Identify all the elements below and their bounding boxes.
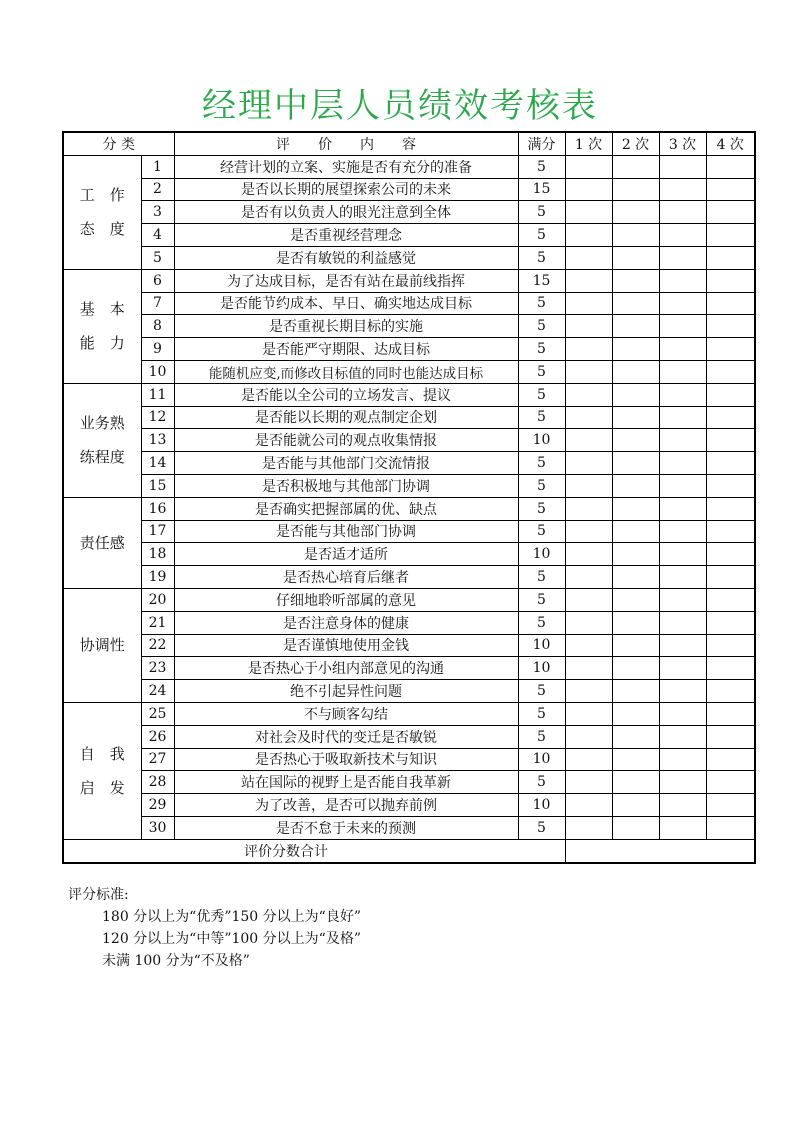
score-cell-attempt-1[interactable] — [565, 520, 612, 543]
score-cell-attempt-1[interactable] — [565, 588, 612, 611]
table-row — [63, 748, 755, 771]
item-number: 20 — [141, 588, 174, 611]
score-cell-attempt-2[interactable] — [612, 520, 659, 543]
item-number: 12 — [141, 406, 174, 429]
item-content: 是否有以负责人的眼光注意到全体 — [174, 201, 518, 224]
score-cell-attempt-2[interactable] — [612, 406, 659, 429]
item-full-score: 5 — [518, 497, 565, 520]
score-cell-attempt-4[interactable] — [706, 338, 755, 361]
score-cell-attempt-1[interactable] — [565, 816, 612, 839]
score-cell-attempt-2[interactable] — [612, 474, 659, 497]
item-number: 5 — [141, 246, 174, 269]
score-cell-attempt-3[interactable] — [659, 155, 706, 178]
score-cell-attempt-3[interactable] — [659, 657, 706, 680]
table-row — [63, 178, 755, 201]
score-cell-attempt-3[interactable] — [659, 292, 706, 315]
item-full-score: 10 — [518, 543, 565, 566]
table-row — [63, 543, 755, 566]
item-full-score: 15 — [518, 269, 565, 292]
score-cell-attempt-3[interactable] — [659, 360, 706, 383]
item-content: 是否有敏锐的利益感觉 — [174, 246, 518, 269]
score-cell-attempt-1[interactable] — [565, 611, 612, 634]
item-number: 27 — [141, 748, 174, 771]
item-content: 是否热心于小组内部意见的沟通 — [174, 657, 518, 680]
score-cell-attempt-4[interactable] — [706, 155, 755, 178]
item-number: 8 — [141, 315, 174, 338]
table-header-row — [63, 132, 755, 155]
score-cell-attempt-2[interactable] — [612, 155, 659, 178]
score-cell-attempt-3[interactable] — [659, 725, 706, 748]
item-full-score: 5 — [518, 611, 565, 634]
item-full-score: 5 — [518, 452, 565, 475]
score-cell-attempt-1[interactable] — [565, 566, 612, 589]
item-number: 13 — [141, 429, 174, 452]
score-cell-attempt-3[interactable] — [659, 338, 706, 361]
category-cell — [63, 155, 141, 269]
item-full-score: 10 — [518, 657, 565, 680]
category-label: 工 作 — [79, 186, 125, 205]
score-cell-attempt-1[interactable] — [565, 680, 612, 703]
score-cell-attempt-3[interactable] — [659, 406, 706, 429]
table-row — [63, 497, 755, 520]
item-content: 是否不怠于未来的预测 — [174, 816, 518, 839]
table-row — [63, 201, 755, 224]
score-cell-attempt-3[interactable] — [659, 224, 706, 247]
score-cell-attempt-1[interactable] — [565, 702, 612, 725]
score-cell-attempt-3[interactable] — [659, 178, 706, 201]
score-cell-attempt-3[interactable] — [659, 429, 706, 452]
score-cell-attempt-4[interactable] — [706, 748, 755, 771]
score-cell-attempt-1[interactable] — [565, 246, 612, 269]
table-row — [63, 155, 755, 178]
score-cell-attempt-4[interactable] — [706, 816, 755, 839]
score-cell-attempt-2[interactable] — [612, 315, 659, 338]
header-attempt-1: 1 次 — [565, 132, 612, 155]
category-label: 能 力 — [79, 334, 125, 353]
table-row — [63, 224, 755, 247]
category-cell — [63, 383, 141, 497]
score-cell-attempt-3[interactable] — [659, 543, 706, 566]
score-cell-attempt-2[interactable] — [612, 702, 659, 725]
score-cell-attempt-4[interactable] — [706, 406, 755, 429]
item-number: 18 — [141, 543, 174, 566]
table-row — [63, 360, 755, 383]
total-score-cell[interactable] — [565, 839, 755, 862]
header-category: 分 类 — [63, 132, 174, 155]
score-cell-attempt-1[interactable] — [565, 269, 612, 292]
item-full-score: 5 — [518, 338, 565, 361]
category-cell — [63, 269, 141, 383]
score-cell-attempt-1[interactable] — [565, 452, 612, 475]
item-number: 14 — [141, 452, 174, 475]
table-row — [63, 771, 755, 794]
item-number: 10 — [141, 360, 174, 383]
score-cell-attempt-3[interactable] — [659, 497, 706, 520]
total-row — [63, 839, 755, 862]
score-cell-attempt-2[interactable] — [612, 634, 659, 657]
score-cell-attempt-1[interactable] — [565, 771, 612, 794]
score-cell-attempt-3[interactable] — [659, 611, 706, 634]
item-number: 9 — [141, 338, 174, 361]
item-content: 经营计划的立案、实施是否有充分的准备 — [174, 155, 518, 178]
score-cell-attempt-2[interactable] — [612, 588, 659, 611]
item-full-score: 5 — [518, 224, 565, 247]
item-content: 不与顾客勾结 — [174, 702, 518, 725]
item-content: 对社会及时代的变迁是否敏锐 — [174, 725, 518, 748]
score-cell-attempt-3[interactable] — [659, 383, 706, 406]
item-full-score: 5 — [518, 246, 565, 269]
item-content: 能随机应变,而修改目标值的同时也能达成目标 — [174, 360, 518, 383]
item-full-score: 5 — [518, 725, 565, 748]
header-attempt-4: 4 次 — [706, 132, 755, 155]
category-label: 基 本 — [79, 300, 125, 319]
score-cell-attempt-1[interactable] — [565, 155, 612, 178]
score-cell-attempt-3[interactable] — [659, 816, 706, 839]
item-full-score: 5 — [518, 315, 565, 338]
table-row — [63, 246, 755, 269]
item-number: 21 — [141, 611, 174, 634]
item-full-score: 5 — [518, 771, 565, 794]
category-cell — [63, 588, 141, 702]
category-label: 启 发 — [79, 778, 125, 797]
table-row — [63, 429, 755, 452]
item-number: 1 — [141, 155, 174, 178]
score-cell-attempt-3[interactable] — [659, 680, 706, 703]
item-number: 24 — [141, 680, 174, 703]
score-cell-attempt-1[interactable] — [565, 224, 612, 247]
table-row — [63, 406, 755, 429]
item-content: 绝不引起异性问题 — [174, 680, 518, 703]
item-content: 是否能以长期的观点制定企划 — [174, 406, 518, 429]
evaluation-table — [62, 131, 756, 864]
item-content: 是否重视经营理念 — [174, 224, 518, 247]
score-cell-attempt-3[interactable] — [659, 315, 706, 338]
score-cell-attempt-1[interactable] — [565, 360, 612, 383]
header-attempt-2: 2 次 — [612, 132, 659, 155]
score-cell-attempt-3[interactable] — [659, 771, 706, 794]
header-full-score: 满分 — [518, 132, 565, 155]
category-label: 业务熟 — [79, 414, 125, 433]
category-cell — [63, 702, 141, 839]
item-content: 是否注意身体的健康 — [174, 611, 518, 634]
item-content: 是否以长期的展望探索公司的未来 — [174, 178, 518, 201]
table-row — [63, 292, 755, 315]
criteria-line: 180 分以上为“优秀”150 分以上为“良好” — [102, 909, 361, 925]
total-label: 评价分数合计 — [63, 839, 565, 862]
score-cell-attempt-3[interactable] — [659, 748, 706, 771]
score-cell-attempt-1[interactable] — [565, 383, 612, 406]
score-cell-attempt-1[interactable] — [565, 178, 612, 201]
table-row — [63, 680, 755, 703]
header-content: 评 价 内 容 — [174, 132, 518, 155]
table-row — [63, 725, 755, 748]
score-cell-attempt-2[interactable] — [612, 566, 659, 589]
item-content: 是否能节约成本、早日、确实地达成目标 — [174, 292, 518, 315]
score-cell-attempt-3[interactable] — [659, 634, 706, 657]
score-cell-attempt-3[interactable] — [659, 702, 706, 725]
score-cell-attempt-4[interactable] — [706, 702, 755, 725]
score-cell-attempt-2[interactable] — [612, 383, 659, 406]
item-content: 站在国际的视野上是否能自我革新 — [174, 771, 518, 794]
score-cell-attempt-2[interactable] — [612, 611, 659, 634]
score-cell-attempt-4[interactable] — [706, 497, 755, 520]
table-row — [63, 383, 755, 406]
score-cell-attempt-1[interactable] — [565, 794, 612, 817]
score-cell-attempt-3[interactable] — [659, 520, 706, 543]
score-cell-attempt-2[interactable] — [612, 452, 659, 475]
criteria-line: 120 分以上为“中等”100 分以上为“及格” — [102, 931, 361, 947]
item-content: 是否热心培育后继者 — [174, 566, 518, 589]
score-cell-attempt-2[interactable] — [612, 224, 659, 247]
category-label: 协调性 — [79, 636, 125, 655]
category-cell — [63, 497, 141, 588]
item-number: 17 — [141, 520, 174, 543]
item-content: 是否能与其他部门协调 — [174, 520, 518, 543]
item-full-score: 10 — [518, 429, 565, 452]
score-cell-attempt-4[interactable] — [706, 315, 755, 338]
score-cell-attempt-4[interactable] — [706, 543, 755, 566]
table-row — [63, 338, 755, 361]
item-number: 16 — [141, 497, 174, 520]
item-full-score: 5 — [518, 474, 565, 497]
score-cell-attempt-1[interactable] — [565, 429, 612, 452]
score-cell-attempt-4[interactable] — [706, 360, 755, 383]
item-full-score: 5 — [518, 292, 565, 315]
item-full-score: 5 — [518, 816, 565, 839]
table-row — [63, 315, 755, 338]
score-cell-attempt-2[interactable] — [612, 771, 659, 794]
score-cell-attempt-4[interactable] — [706, 474, 755, 497]
score-cell-attempt-2[interactable] — [612, 269, 659, 292]
score-cell-attempt-4[interactable] — [706, 680, 755, 703]
score-cell-attempt-4[interactable] — [706, 224, 755, 247]
criteria-line: 未满 100 分为“不及格” — [102, 953, 250, 969]
score-cell-attempt-3[interactable] — [659, 269, 706, 292]
score-cell-attempt-4[interactable] — [706, 794, 755, 817]
score-cell-attempt-2[interactable] — [612, 794, 659, 817]
score-cell-attempt-1[interactable] — [565, 406, 612, 429]
criteria-heading: 评分标准: — [68, 887, 129, 903]
item-content: 是否确实把握部属的优、缺点 — [174, 497, 518, 520]
score-cell-attempt-4[interactable] — [706, 178, 755, 201]
score-cell-attempt-1[interactable] — [565, 315, 612, 338]
item-full-score: 15 — [518, 178, 565, 201]
item-content: 是否重视长期目标的实施 — [174, 315, 518, 338]
score-cell-attempt-4[interactable] — [706, 452, 755, 475]
table-row — [63, 702, 755, 725]
score-cell-attempt-4[interactable] — [706, 201, 755, 224]
table-row — [63, 269, 755, 292]
item-full-score: 5 — [518, 680, 565, 703]
score-cell-attempt-4[interactable] — [706, 246, 755, 269]
item-full-score: 5 — [518, 360, 565, 383]
score-cell-attempt-2[interactable] — [612, 816, 659, 839]
score-cell-attempt-3[interactable] — [659, 246, 706, 269]
score-cell-attempt-1[interactable] — [565, 292, 612, 315]
item-content: 是否积极地与其他部门协调 — [174, 474, 518, 497]
score-cell-attempt-4[interactable] — [706, 269, 755, 292]
score-cell-attempt-2[interactable] — [612, 338, 659, 361]
score-cell-attempt-4[interactable] — [706, 383, 755, 406]
score-cell-attempt-2[interactable] — [612, 543, 659, 566]
table-row — [63, 588, 755, 611]
score-cell-attempt-4[interactable] — [706, 520, 755, 543]
score-cell-attempt-2[interactable] — [612, 429, 659, 452]
score-cell-attempt-2[interactable] — [612, 748, 659, 771]
item-content: 是否热心于吸取新技术与知识 — [174, 748, 518, 771]
score-cell-attempt-4[interactable] — [706, 657, 755, 680]
table-row — [63, 566, 755, 589]
score-cell-attempt-4[interactable] — [706, 611, 755, 634]
item-number: 4 — [141, 224, 174, 247]
table-row — [63, 611, 755, 634]
score-cell-attempt-4[interactable] — [706, 292, 755, 315]
score-cell-attempt-2[interactable] — [612, 360, 659, 383]
score-cell-attempt-2[interactable] — [612, 292, 659, 315]
score-cell-attempt-2[interactable] — [612, 201, 659, 224]
item-content: 为了改善，是否可以抛弃前例 — [174, 794, 518, 817]
item-number: 15 — [141, 474, 174, 497]
item-full-score: 5 — [518, 201, 565, 224]
score-cell-attempt-4[interactable] — [706, 771, 755, 794]
score-cell-attempt-1[interactable] — [565, 543, 612, 566]
score-cell-attempt-4[interactable] — [706, 725, 755, 748]
score-cell-attempt-1[interactable] — [565, 474, 612, 497]
category-label: 练程度 — [79, 448, 125, 467]
item-full-score: 10 — [518, 634, 565, 657]
header-attempt-3: 3 次 — [659, 132, 706, 155]
score-cell-attempt-2[interactable] — [612, 178, 659, 201]
category-label: 责任感 — [79, 533, 125, 552]
item-full-score: 5 — [518, 520, 565, 543]
table-row — [63, 634, 755, 657]
item-number: 26 — [141, 725, 174, 748]
item-content: 是否能与其他部门交流情报 — [174, 452, 518, 475]
item-number: 6 — [141, 269, 174, 292]
table-row — [63, 452, 755, 475]
score-cell-attempt-2[interactable] — [612, 246, 659, 269]
page-title: 经理中层人员绩效考核表 — [202, 86, 598, 126]
table-row — [63, 657, 755, 680]
item-number: 30 — [141, 816, 174, 839]
score-cell-attempt-1[interactable] — [565, 657, 612, 680]
score-cell-attempt-1[interactable] — [565, 748, 612, 771]
item-full-score: 5 — [518, 155, 565, 178]
scoring-criteria — [68, 884, 361, 972]
item-number: 2 — [141, 178, 174, 201]
score-cell-attempt-3[interactable] — [659, 201, 706, 224]
item-full-score: 5 — [518, 383, 565, 406]
item-number: 23 — [141, 657, 174, 680]
score-cell-attempt-1[interactable] — [565, 338, 612, 361]
item-number: 29 — [141, 794, 174, 817]
score-cell-attempt-2[interactable] — [612, 497, 659, 520]
item-full-score: 5 — [518, 702, 565, 725]
score-cell-attempt-3[interactable] — [659, 474, 706, 497]
item-number: 22 — [141, 634, 174, 657]
item-content: 是否能以全公司的立场发言、提议 — [174, 383, 518, 406]
item-content: 是否适才适所 — [174, 543, 518, 566]
score-cell-attempt-1[interactable] — [565, 634, 612, 657]
score-cell-attempt-1[interactable] — [565, 497, 612, 520]
score-cell-attempt-3[interactable] — [659, 794, 706, 817]
table-row — [63, 520, 755, 543]
item-full-score: 10 — [518, 748, 565, 771]
item-number: 19 — [141, 566, 174, 589]
item-full-score: 5 — [518, 588, 565, 611]
score-cell-attempt-1[interactable] — [565, 725, 612, 748]
score-cell-attempt-4[interactable] — [706, 566, 755, 589]
category-label: 自 我 — [79, 744, 125, 763]
score-cell-attempt-4[interactable] — [706, 588, 755, 611]
item-full-score: 5 — [518, 566, 565, 589]
item-number: 28 — [141, 771, 174, 794]
table-row — [63, 816, 755, 839]
item-content: 为了达成目标，是否有站在最前线指挥 — [174, 269, 518, 292]
item-number: 7 — [141, 292, 174, 315]
table-row — [63, 794, 755, 817]
item-content: 仔细地聆听部属的意见 — [174, 588, 518, 611]
item-number: 25 — [141, 702, 174, 725]
item-number: 11 — [141, 383, 174, 406]
item-number: 3 — [141, 201, 174, 224]
item-full-score: 10 — [518, 794, 565, 817]
score-cell-attempt-2[interactable] — [612, 657, 659, 680]
score-cell-attempt-2[interactable] — [612, 725, 659, 748]
score-cell-attempt-3[interactable] — [659, 566, 706, 589]
item-content: 是否谨慎地使用金钱 — [174, 634, 518, 657]
item-content: 是否能就公司的观点收集情报 — [174, 429, 518, 452]
table-row — [63, 474, 755, 497]
item-full-score: 5 — [518, 406, 565, 429]
score-cell-attempt-4[interactable] — [706, 429, 755, 452]
score-cell-attempt-4[interactable] — [706, 634, 755, 657]
score-cell-attempt-3[interactable] — [659, 452, 706, 475]
item-content: 是否能严守期限、达成目标 — [174, 338, 518, 361]
category-label: 态 度 — [79, 220, 125, 239]
score-cell-attempt-2[interactable] — [612, 680, 659, 703]
score-cell-attempt-1[interactable] — [565, 201, 612, 224]
score-cell-attempt-3[interactable] — [659, 588, 706, 611]
